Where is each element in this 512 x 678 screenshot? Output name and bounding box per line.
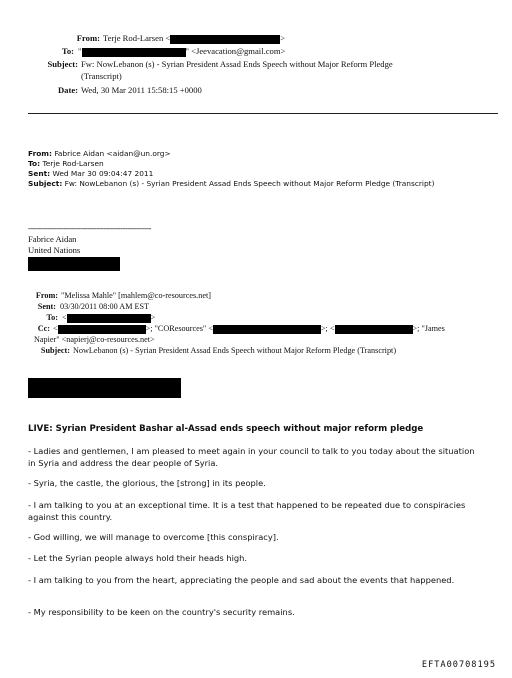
forward-to-row bbox=[28, 159, 498, 169]
forward-from-row bbox=[28, 149, 498, 159]
forward-sent-row bbox=[28, 169, 498, 179]
redaction-box bbox=[28, 257, 120, 271]
to-label: To: bbox=[46, 313, 58, 322]
article-paragraph: - I am talking to you at an exceptional time. It is a test that happened to be repeated due to conspiracies against this country. bbox=[28, 500, 466, 522]
sent-value: Wed Mar 30 09:04:47 2011 bbox=[52, 169, 154, 178]
redaction-box bbox=[335, 325, 413, 334]
subject-value: Fw: NowLebanon (s) - Syrian President Assad Ends Speech without Major Reform Pledge (Transcript) bbox=[64, 179, 435, 188]
subject-line-2: (Transcript) bbox=[81, 71, 122, 81]
email-header-2 bbox=[28, 149, 498, 189]
from-value: "Melissa Mahle" [mahlem@co-resources.net] bbox=[61, 291, 211, 300]
subject-label: Subject: bbox=[40, 346, 70, 355]
subject-label: Subject: bbox=[28, 179, 63, 188]
from-value: Fabrice Aidan <aidan@un.org> bbox=[54, 149, 171, 158]
signature-divider: ---------------------------------------------------- bbox=[28, 223, 151, 233]
subject-label: Subject: bbox=[47, 59, 78, 69]
signature-org: United Nations bbox=[28, 245, 81, 255]
article-paragraph: - Ladies and gentlemen, I am pleased to meet again in your council to talk to you today about the situation in Syria and address the dear people of Syria. bbox=[28, 446, 475, 468]
article-paragraph: - Syria, the castle, the glorious, the [strong] in its people. bbox=[28, 478, 266, 488]
forward-subject-row bbox=[28, 179, 498, 189]
article-paragraph: - God willing, we will manage to overcome [this conspiracy]. bbox=[28, 532, 279, 542]
redaction-box bbox=[67, 314, 151, 323]
subject-line-1: Fw: NowLebanon (s) - Syrian President Assad Ends Speech without Major Reform Pledge bbox=[81, 59, 393, 69]
cc-value: < >; "COResources" < >; < >; "James bbox=[53, 324, 445, 333]
subject-value: NowLebanon (s) - Syrian President Assad Ends Speech without Major Reform Pledge (Transcript) bbox=[73, 346, 397, 355]
sent-label: Sent: bbox=[37, 302, 56, 311]
to-value: " " <Jeevacation@gmail.com> bbox=[78, 46, 286, 56]
redaction-box bbox=[170, 35, 280, 44]
cc-label: Cc: bbox=[37, 324, 50, 333]
signature bbox=[28, 223, 151, 256]
bates-number: EFTA00708195 bbox=[421, 660, 496, 670]
from-label: From: bbox=[35, 291, 58, 300]
article-paragraph: - My responsibility to be keen on the country's security remains. bbox=[28, 607, 295, 617]
article-paragraph: - I am talking to you from the heart, appreciating the people and sad about the events that happened. bbox=[28, 575, 455, 585]
from-value: Terje Rod-Larsen < > bbox=[103, 33, 286, 43]
redaction-box bbox=[213, 325, 321, 334]
date-label: Date: bbox=[57, 85, 78, 95]
signature-name: Fabrice Aidan bbox=[28, 234, 77, 244]
article-paragraph: - Let the Syrian people always hold their heads high. bbox=[28, 553, 248, 563]
cc-value-line-2: Napier" <napierj@co-resources.net> bbox=[34, 335, 155, 344]
redaction-box bbox=[28, 378, 181, 398]
sent-value: 03/30/2011 08:00 AM EST bbox=[60, 302, 150, 311]
to-value: Terje Rod-Larsen bbox=[42, 159, 104, 168]
from-label: From: bbox=[28, 149, 52, 158]
date-value: Wed, 30 Mar 2011 15:58:15 +0000 bbox=[81, 85, 202, 95]
to-label: To: bbox=[28, 159, 41, 168]
redaction-box bbox=[58, 325, 146, 334]
header-divider bbox=[28, 113, 498, 114]
to-value: < > bbox=[62, 313, 156, 322]
sent-label: Sent: bbox=[28, 169, 51, 178]
redaction-box bbox=[82, 48, 186, 57]
to-label: To: bbox=[61, 46, 74, 56]
article-title: LIVE: Syrian President Bashar al-Assad ends speech without major reform pledge bbox=[28, 424, 424, 434]
from-label: From: bbox=[76, 33, 100, 43]
